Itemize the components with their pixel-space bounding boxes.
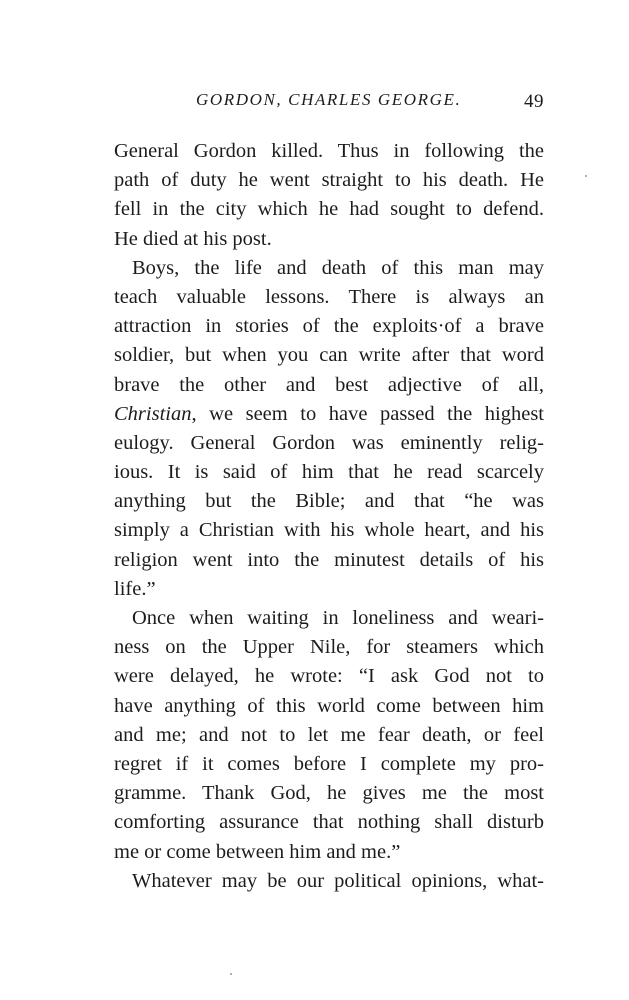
text-line: me or come between him and me.” bbox=[114, 840, 401, 863]
text-line: religion went into the minutest details of his bbox=[114, 548, 544, 571]
text-line: attraction in stories of the exploits·of a brave bbox=[114, 315, 544, 338]
text-line: General Gordon killed. Thus in following the bbox=[114, 140, 544, 162]
text-line: have anything of this world come between him bbox=[114, 694, 544, 717]
text-line: He died at his post. bbox=[114, 227, 272, 250]
page-number: 49 bbox=[524, 91, 544, 112]
text-line: brave the other and best adjective of all, bbox=[114, 373, 544, 396]
paragraph-4 bbox=[114, 867, 544, 896]
text-line: regret if it comes before I complete my pro- bbox=[114, 752, 544, 775]
text-line: simply a Christian with his whole heart, and his bbox=[114, 519, 544, 542]
text-line: life.” bbox=[114, 577, 156, 600]
running-title: GORDON, CHARLES GEORGE. bbox=[196, 90, 462, 109]
running-head bbox=[114, 90, 544, 116]
paper-speck bbox=[230, 973, 232, 975]
text-line: teach valuable lessons. There is always an bbox=[114, 285, 544, 308]
body-text bbox=[114, 137, 544, 896]
text-line: Once when waiting in loneliness and weari- bbox=[132, 607, 544, 629]
text-line: comforting assurance that nothing shall disturb bbox=[114, 811, 544, 834]
text-line: anything but the Bible; and that “he was bbox=[114, 490, 544, 513]
italic-word: Christian bbox=[114, 402, 192, 425]
text-line: Whatever may be our political opinions, what- bbox=[132, 869, 544, 892]
paper-speck bbox=[585, 175, 587, 177]
text-line-italic-start: Christian, we seem to have passed the highest bbox=[114, 402, 544, 425]
text-line: path of duty he went straight to his death. He bbox=[114, 169, 544, 192]
text-line: ious. It is said of him that he read scarcely bbox=[114, 461, 544, 484]
paragraph-1 bbox=[114, 137, 544, 254]
text-line: gramme. Thank God, he gives me the most bbox=[114, 782, 544, 805]
text-line: and me; and not to let me fear death, or feel bbox=[114, 723, 544, 746]
text-line: eulogy. General Gordon was eminently relig- bbox=[114, 431, 544, 454]
text-line: were delayed, he wrote: “I ask God not to bbox=[114, 665, 544, 688]
paragraph-3 bbox=[114, 604, 544, 867]
text-line: Boys, the life and death of this man may bbox=[132, 256, 544, 279]
text-line: fell in the city which he had sought to defend. bbox=[114, 198, 544, 221]
paragraph-2 bbox=[114, 254, 544, 604]
text-line: ness on the Upper Nile, for steamers which bbox=[114, 636, 544, 659]
text-line: soldier, but when you can write after that word bbox=[114, 344, 544, 367]
